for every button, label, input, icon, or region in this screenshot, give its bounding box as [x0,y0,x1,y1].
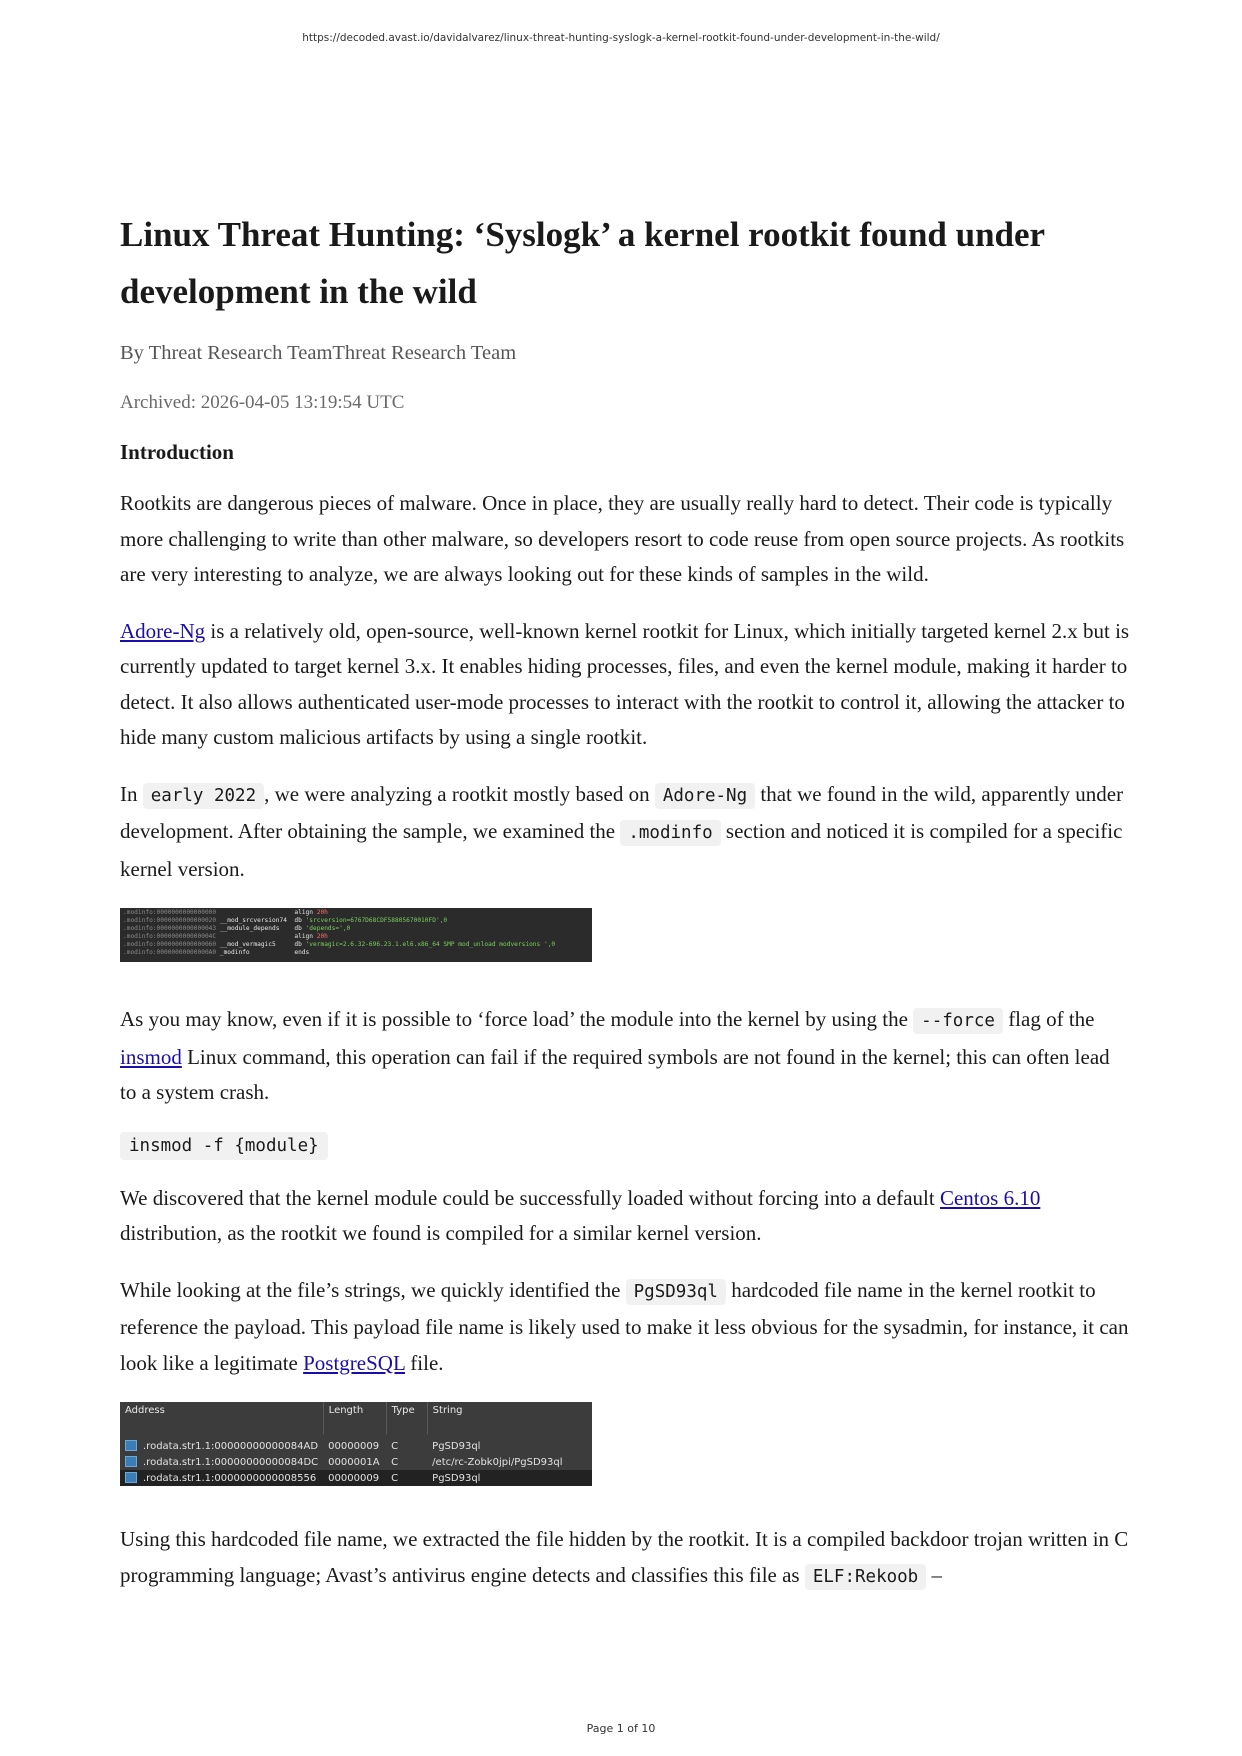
page-number: Page 1 of 10 [586,1722,656,1735]
address-text: .rodata.str1.1:0000000000008556 [143,1473,317,1484]
paragraph-2 [120,614,1130,756]
page-url-header: https://decoded.avast.io/davidalvarez/linux-threat-hunting-syslogk-a-kernel-rootkit-found-under-development-in-the-wild/ [302,32,940,44]
disasm-line [123,925,589,933]
text: file. [405,1350,444,1375]
text: Linux command, this operation can fail if the required symbols are not found in the kernel; this can often lead to a system crash. [120,1044,1110,1104]
cell-string: PgSD93ql [432,1472,481,1484]
article-title: Linux Threat Hunting: ‘Syslogk’ a kernel rootkit found under development in the wild [120,215,1045,311]
code-block [120,1132,1130,1160]
cell-address [120,1454,323,1470]
cell-length: 00000009 [328,1472,380,1484]
disasm-arg: 'srcversion=6767D68CDF58805670010FD',0 [305,917,448,924]
disasm-op: db [294,925,306,932]
link-centos[interactable]: Centos 6.10 [939,1185,1041,1210]
cell-string: PgSD93ql [432,1440,481,1452]
text: We discovered that the kernel module could be successfully loaded without forcing into a default [120,1185,940,1210]
table-row [120,1470,592,1486]
disasm-op: align [294,933,317,940]
table-row [120,1454,592,1470]
text: Using this hardcoded file name, we extracted the file hidden by the rootkit. It is a compiled backdoor trojan written in C programming language; Avast’s antivirus engine detects and classifies this file as [120,1527,1129,1587]
disasm-line [123,917,589,925]
disasm-label: __mod_vermagic5 [219,941,295,948]
article [120,206,1130,1616]
code-insmod-command: insmod -f {module} [120,1132,328,1160]
text: is a relatively old, open-source, well-known kernel rootkit for Linux, which initially targeted kernel 2.x but is currently updated to target kernel 3.x. It enables hiding processes, files, and even the kernel module, making it harder to detect. It also allows authenticated user-mode processes to interact with the rootkit to control it, allowing the attacker to hide many custom malicious artifacts by using a single rootkit. [120,618,1130,749]
byline: By Threat Research TeamThreat Research Team [120,342,517,364]
disasm-label: __module_depends [219,925,295,932]
text: section and noticed it is compiled for a specific kernel version. [120,819,1123,881]
string-icon [125,1456,137,1467]
cell-type: C [391,1456,399,1468]
col-address: Address [120,1402,323,1434]
link-insmod[interactable]: insmod [120,1044,182,1069]
disasm-arg: 'depends=',0 [305,925,351,932]
disasm-line [123,909,589,917]
cell-type: C [391,1472,399,1484]
text: – [926,1562,942,1587]
inline-code-adore-ng: Adore-Ng [655,783,755,809]
cell-address [120,1470,323,1486]
paragraph-4 [120,1002,1130,1111]
string-icon [125,1440,137,1451]
disasm-address: .modinfo:00000000000000A0 [123,949,220,956]
inline-code-modinfo: .modinfo [620,820,720,846]
inline-code-elf-rekoob: ELF:Rekoob [805,1564,926,1590]
paragraph-3 [120,777,1130,888]
disasm-line [123,949,589,957]
modinfo-disassembly-screenshot [120,908,592,962]
archived-timestamp: Archived: 2026-04-05 13:19:54 UTC [120,392,405,413]
table-row [120,1434,592,1454]
col-type: Type [386,1402,427,1434]
cell-length: 0000001A [328,1456,380,1468]
disasm-op: ends [294,949,314,956]
disasm-arg: 20h [316,933,328,940]
text: While looking at the file’s strings, we quickly identified the [120,1277,626,1302]
text: that we found in the wild, apparently under development. After obtaining the sample, we examined the [120,781,1124,843]
disasm-arg: 'vermagic=2.6.32-696.23.1.el6.x86_64 SMP mod_unload modversions ',0 [305,941,556,948]
paragraph-6 [120,1273,1130,1382]
address-text: .rodata.str1.1:00000000000084AD [143,1441,319,1452]
inline-code-early-2022: early 2022 [143,783,264,809]
cell-address [120,1434,323,1454]
disasm-arg: 20h [316,909,328,916]
disasm-label: __mod_srcversion74 [219,917,295,924]
disasm-label: _modinfo [219,949,295,956]
cell-string: /etc/rc-Zobk0jpi/PgSD93ql [432,1456,563,1468]
inline-code-pgsd93ql: PgSD93ql [626,1279,726,1305]
text: flag of the [1002,1007,1095,1031]
string-icon [125,1472,137,1483]
disasm-address: .modinfo:0000000000000060 [123,941,220,948]
col-string: String [432,1405,463,1416]
disasm-op: db [294,917,306,924]
inline-code-force-flag: --force [913,1008,1003,1034]
text: , we were analyzing a rootkit mostly based on [264,781,655,806]
strings-table-header [120,1402,592,1434]
disasm-label [220,909,295,916]
cell-type: C [391,1440,399,1452]
text: As you may know, even if it is possible to ‘force load’ the module into the kernel by using the [120,1007,914,1031]
section-heading-introduction: Introduction [120,440,234,464]
disasm-address: .modinfo:0000000000000043 [123,925,220,932]
link-adore-ng[interactable]: Adore-Ng [120,618,206,643]
paragraph-1: Rootkits are dangerous pieces of malware. Once in place, they are usually really hard to detect. Their code is typically more challenging to write than other malware, so developers resort to code reuse from open source projects. As rootkits are very interesting to analyze, we are always looking out for these kinds of samples in the wild. [120,491,1125,586]
link-postgresql[interactable]: PostgreSQL [303,1350,406,1375]
disasm-op: align [294,909,317,916]
disasm-address: .modinfo:0000000000000020 [123,917,220,924]
text: distribution, as the rootkit we found is compiled for a similar kernel version. [120,1221,762,1245]
disasm-line [123,941,589,949]
disasm-label [220,933,295,940]
col-length: Length [323,1402,386,1434]
text: In [120,781,143,806]
disasm-address: .modinfo:000000000000004C [123,933,220,940]
cell-length: 00000009 [328,1440,380,1452]
paragraph-5 [120,1181,1130,1252]
text: hardcoded file name in the kernel rootkit to reference the payload. This payload file name is likely used to make it less obvious for the sysadmin, for instance, it can look like a legitimate [120,1277,1129,1375]
address-text: .rodata.str1.1:00000000000084DC [143,1457,319,1468]
strings-table [120,1402,592,1486]
strings-window-screenshot [120,1402,592,1486]
disasm-address: .modinfo:0000000000000000 [123,909,220,916]
paragraph-7 [120,1522,1130,1595]
disasm-line [123,933,589,941]
disasm-op: db [294,941,306,948]
